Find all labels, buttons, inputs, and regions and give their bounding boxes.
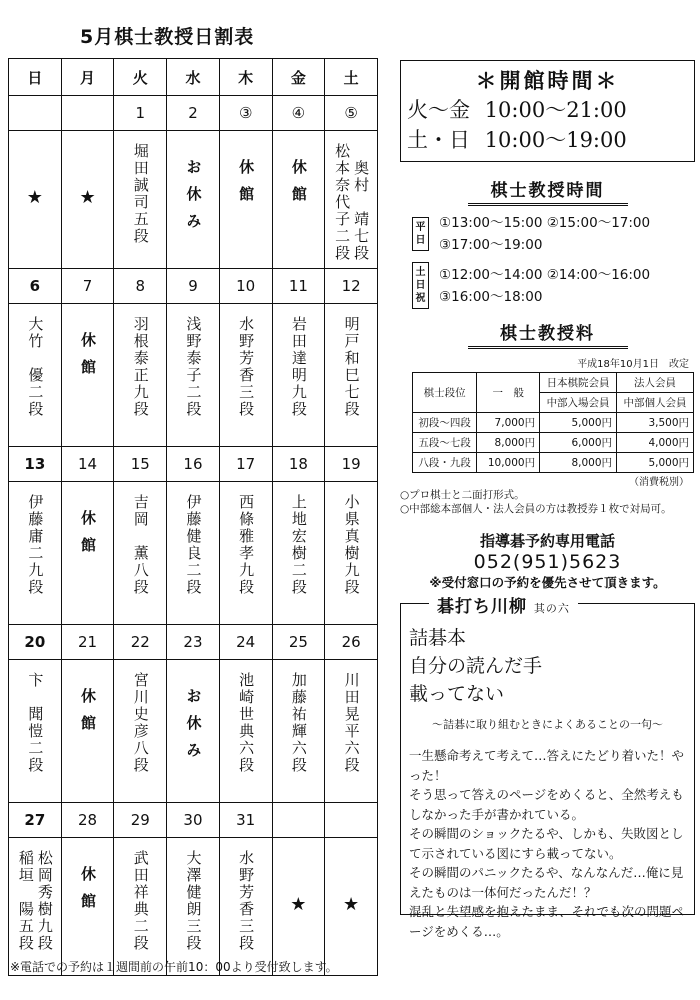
date-cell: 22 (114, 625, 167, 660)
entry-cell (114, 838, 167, 976)
reservation-footnote: ※電話での予約は１週間前の午前10：00より受付致します。 (10, 960, 338, 974)
story-line: その瞬間のショックたるや、しかも、失敗図として示されている図にすら載ってない。 (409, 826, 684, 861)
instructor-name: 水野芳香三段 (237, 850, 256, 952)
instructor-name: 吉岡 薫八段 (131, 494, 150, 596)
star-mark: ★ (26, 187, 43, 208)
fee-member: 6,000円 (540, 433, 617, 453)
phone-number[interactable]: 052(951)5623 (473, 551, 622, 573)
entry-cell (325, 304, 378, 447)
date-cell: 15 (114, 447, 167, 482)
date-cell (61, 96, 114, 131)
instructor-name: 稲垣 陽五段 (16, 850, 35, 952)
entry-cell (114, 131, 167, 269)
date-cell: 29 (114, 803, 167, 838)
entry-cell (272, 660, 325, 803)
date-cell: 10 (219, 269, 272, 304)
day-header: 木 (219, 59, 272, 96)
weekday-slots (412, 212, 695, 256)
closed-label: 休館 (79, 688, 98, 742)
instructor-name: 岩田達明九段 (289, 316, 308, 418)
date-cell: 6 (9, 269, 62, 304)
info-panel (400, 60, 695, 939)
fee-header-member: 日本棋院会員 (540, 373, 617, 393)
star-mark: ★ (343, 894, 360, 915)
fee-header-general: 一 般 (477, 373, 540, 413)
instructor-name: 奥村 靖七段 (352, 160, 371, 262)
opening-time: 10:00～21:00 (484, 98, 627, 122)
entry-cell (9, 131, 62, 269)
entry-cell (61, 131, 114, 269)
instructor-name: 羽根泰正九段 (131, 316, 150, 418)
closed-label: 休館 (237, 159, 256, 213)
instructor-name: 上地宏樹二段 (289, 494, 308, 596)
date-cell: 13 (9, 447, 62, 482)
fee-header-rank: 棋士段位 (413, 373, 477, 413)
senryu-poem (409, 624, 686, 708)
phone-note: ※受付窓口の予約を優先させて頂きます。 (429, 575, 666, 590)
entry-cell (61, 304, 114, 447)
senryu-title-text: 碁打ち川柳 (437, 597, 527, 617)
instructor-name: 伊藤庸二九段 (26, 494, 45, 596)
instructor-name: 大竹 優二段 (26, 316, 45, 418)
instructor-name: 卞 聞愷二段 (26, 672, 45, 774)
schedule-calendar (8, 58, 378, 976)
day-header: 火 (114, 59, 167, 96)
date-cell: 26 (325, 625, 378, 660)
date-row (9, 96, 378, 131)
entry-cell (114, 482, 167, 625)
instructor-name: 宮川史彦八段 (131, 672, 150, 774)
date-cell: 11 (272, 269, 325, 304)
date-cell: 25 (272, 625, 325, 660)
date-cell (9, 96, 62, 131)
fee-member: 5,000円 (540, 413, 617, 433)
entry-row (9, 131, 378, 269)
entry-cell (9, 838, 62, 976)
instructor-name: 松岡秀樹九段 (35, 850, 54, 952)
date-cell: 31 (219, 803, 272, 838)
weekday-tag: 平日 (412, 217, 429, 251)
fee-rank: 初段～四段 (413, 413, 477, 433)
instructor-name: 松本奈代子二段 (333, 143, 352, 262)
entry-cell (325, 660, 378, 803)
date-cell: 8 (114, 269, 167, 304)
instructor-name: 明戸和巳七段 (342, 316, 361, 418)
date-cell: 23 (167, 625, 220, 660)
instructor-name: 西條雅孝九段 (237, 494, 256, 596)
senryu-part: 其の六 (533, 602, 570, 615)
schedule-title: 5月棋士教授日割表 (80, 26, 255, 48)
entry-cell (325, 482, 378, 625)
opening-hours-title: ＊開館時間＊ (475, 69, 620, 93)
star-mark: ★ (79, 187, 96, 208)
closed-label: 休館 (79, 866, 98, 920)
closed-label: 休館 (289, 159, 308, 213)
entry-cell (9, 482, 62, 625)
fee-row (413, 413, 694, 433)
story-line: 一生懸命考えて考えて…答えにたどり着いた！やった！ (409, 748, 685, 783)
date-cell: 18 (272, 447, 325, 482)
fees-title: 棋士教授料 (468, 319, 628, 349)
instructor-name: 大澤健朗三段 (184, 850, 203, 952)
date-cell: 16 (167, 447, 220, 482)
opening-days: 土・日 (407, 128, 470, 152)
closed-label: 休館 (79, 510, 98, 564)
senryu-box (400, 597, 695, 939)
entry-row (9, 660, 378, 803)
phone-title: 指導碁予約専用電話 (479, 532, 615, 550)
entry-cell (61, 838, 114, 976)
fee-general: 8,000円 (477, 433, 540, 453)
entry-cell (167, 838, 220, 976)
poem-line: 自分の読んだ手 (409, 655, 543, 677)
fee-general: 10,000円 (477, 453, 540, 473)
entry-cell (219, 131, 272, 269)
date-cell: 30 (167, 803, 220, 838)
date-cell: ④ (272, 96, 325, 131)
tax-note: （消費税別） (629, 477, 689, 488)
entry-row (9, 838, 378, 976)
entry-cell (219, 482, 272, 625)
day-header: 水 (167, 59, 220, 96)
entry-cell (272, 304, 325, 447)
date-cell (272, 803, 325, 838)
entry-row (9, 482, 378, 625)
poem-line: 載ってない (409, 683, 505, 705)
date-cell: 2 (167, 96, 220, 131)
entry-cell (167, 131, 220, 269)
weekend-slots (412, 262, 695, 309)
closed-label: お休み (184, 688, 203, 769)
opening-hours-row (407, 95, 688, 125)
fee-subheader-member: 中部入場会員 (540, 393, 617, 413)
day-header: 金 (272, 59, 325, 96)
instructor-name: 川田晃平六段 (342, 672, 361, 774)
entry-row (9, 304, 378, 447)
slot-line: ①13:00～15:00 ②15:00～17:00 (439, 215, 651, 231)
senryu-title (429, 592, 578, 617)
date-cell: 12 (325, 269, 378, 304)
fee-general: 7,000円 (477, 413, 540, 433)
story-line: 混乱と失望感を抱えたまま、それでも次の問題ページをめくる…。 (409, 904, 685, 939)
story-line: その瞬間のパニックたるや、なんなんだ…俺に見えたものは一体何だったんだ！？ (409, 865, 684, 900)
slot-line: ③16:00～18:00 (439, 288, 543, 305)
entry-cell (61, 660, 114, 803)
fee-header-corp: 法人会員 (617, 373, 694, 393)
entry-cell (114, 660, 167, 803)
entry-cell (9, 660, 62, 803)
entry-cell (9, 304, 62, 447)
opening-hours-box (400, 60, 695, 162)
date-cell: 17 (219, 447, 272, 482)
fees-revised-date: 平成18年10月1日 改定 (577, 359, 689, 370)
fee-row (413, 453, 694, 473)
story-line: そう思って答えのページをめくると、全然考えもしなかった手が書かれている。 (409, 787, 684, 822)
fee-corp: 4,000円 (617, 433, 694, 453)
date-cell: 21 (61, 625, 114, 660)
day-header-row (9, 59, 378, 96)
fee-table (412, 372, 694, 473)
fee-note: ○中部総本部個人・法人会員の方は教授券１枚で対局可。 (400, 503, 672, 515)
entry-cell (272, 131, 325, 269)
entry-cell (219, 838, 272, 976)
entry-cell (325, 838, 378, 976)
entry-cell (219, 304, 272, 447)
opening-time: 10:00～19:00 (484, 128, 627, 152)
closed-label: 休館 (79, 332, 98, 386)
senryu-subtitle: ～詰碁に取り組むときによくあることの一句～ (432, 718, 663, 731)
entry-cell (61, 482, 114, 625)
day-header: 月 (61, 59, 114, 96)
date-row (9, 625, 378, 660)
instructor-name: 堀田誠司五段 (131, 143, 150, 245)
instructor-name: 浅野泰子二段 (184, 316, 203, 418)
opening-hours-row (407, 125, 688, 155)
instructor-name: 武田祥典二段 (131, 850, 150, 952)
date-row (9, 447, 378, 482)
opening-days: 火～金 (407, 98, 470, 122)
senryu-story (409, 746, 686, 941)
day-header: 日 (9, 59, 62, 96)
date-cell: 27 (9, 803, 62, 838)
star-mark: ★ (290, 894, 307, 915)
date-cell: ⑤ (325, 96, 378, 131)
date-cell: 9 (167, 269, 220, 304)
fee-corp: 5,000円 (617, 453, 694, 473)
teaching-times-title: 棋士教授時間 (468, 176, 628, 206)
fee-row (413, 433, 694, 453)
entry-cell (325, 131, 378, 269)
entry-cell (219, 660, 272, 803)
date-row (9, 269, 378, 304)
date-row (9, 803, 378, 838)
fee-rank: 八段・九段 (413, 453, 477, 473)
date-cell: 24 (219, 625, 272, 660)
entry-cell (167, 660, 220, 803)
entry-cell (167, 482, 220, 625)
fee-member: 8,000円 (540, 453, 617, 473)
entry-cell (114, 304, 167, 447)
date-cell: 1 (114, 96, 167, 131)
date-cell: 19 (325, 447, 378, 482)
fee-subheader-corp: 中部個人会員 (617, 393, 694, 413)
date-cell (325, 803, 378, 838)
fee-rank: 五段～七段 (413, 433, 477, 453)
instructor-name: 池崎世典六段 (237, 672, 256, 774)
fee-corp: 3,500円 (617, 413, 694, 433)
date-cell: 14 (61, 447, 114, 482)
instructor-name: 水野芳香三段 (237, 316, 256, 418)
slot-line: ①12:00～14:00 ②14:00～16:00 (439, 266, 651, 283)
day-header: 土 (325, 59, 378, 96)
date-cell: ③ (219, 96, 272, 131)
closed-label: お休み (184, 159, 203, 240)
entry-cell (167, 304, 220, 447)
entry-cell (272, 482, 325, 625)
fee-note: ○プロ棋士と二面打形式。 (400, 489, 525, 501)
instructor-name: 伊藤健良二段 (184, 494, 203, 596)
weekend-tag: 土日祝 (412, 262, 429, 309)
instructor-name: 加藤祐輝六段 (289, 672, 308, 774)
entry-cell (272, 838, 325, 976)
poem-line: 詰碁本 (409, 627, 467, 649)
instructor-name: 小県真樹九段 (342, 494, 361, 596)
date-cell: 28 (61, 803, 114, 838)
date-cell: 20 (9, 625, 62, 660)
date-cell: 7 (61, 269, 114, 304)
slot-line: ③17:00～19:00 (439, 237, 543, 253)
